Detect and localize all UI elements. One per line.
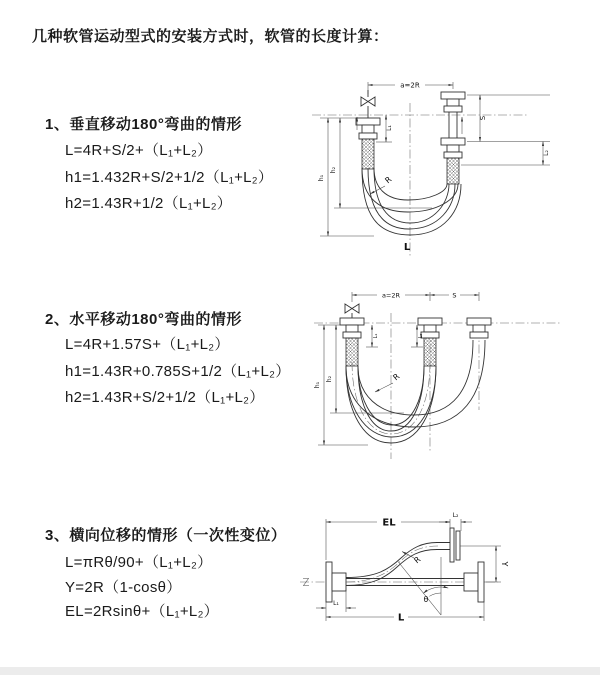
valve-symbol: [345, 304, 359, 318]
formula-line: Y=2R（1-cosθ）: [65, 579, 182, 596]
dim-label-l1: L₁: [373, 333, 379, 339]
dim-label-el: EL: [382, 517, 396, 529]
left-pipe-fitting: [340, 318, 364, 366]
right-pipe-fitting: [467, 318, 491, 338]
valve-symbol: [361, 90, 375, 118]
radius-label: R: [383, 174, 394, 186]
upper-flange: [436, 528, 460, 562]
diagram-lateral-displacement: [298, 505, 593, 650]
braided-hose-section: [447, 158, 459, 184]
length-label: L: [403, 242, 411, 253]
middle-pipe-fitting: [418, 318, 442, 366]
dim-label-h1: h₁: [318, 174, 325, 182]
hose-s-curve: [346, 543, 438, 586]
dim-label-a2r: a=2R: [400, 81, 420, 90]
diagram-vertical-180: [310, 70, 580, 265]
dim-label-a2r: a=2R: [381, 291, 401, 300]
angle-label: θ: [423, 595, 429, 604]
left-pipe-fitting: [356, 118, 380, 169]
right-flange: [464, 562, 484, 602]
dim-label-h2: h₂: [326, 375, 333, 383]
formula-line: h2=1.43R+S/2+1/2（L₁+L₂）: [65, 389, 265, 406]
length-label: L: [397, 612, 405, 624]
formula-line: EL=2Rsinθ+（L₁+L₂）: [65, 603, 219, 620]
braided-hose-section: [424, 338, 436, 366]
scan-edge: [0, 667, 600, 675]
left-flange: [326, 562, 346, 602]
section-2-heading: 2、水平移动180°弯曲的情形: [45, 311, 242, 328]
dim-label-h2: h₂: [330, 166, 337, 174]
hose-u-bend: [362, 168, 461, 235]
dim-label-s: S: [479, 115, 487, 121]
dim-label-l2: L₂: [543, 150, 550, 156]
radius-label: R: [391, 371, 402, 383]
dim-label-h1: h₁: [314, 381, 321, 389]
diagram-horizontal-180-svg: [312, 285, 592, 465]
dim-label-l2: L₂: [418, 333, 424, 339]
section-3-heading: 3、横向位移的情形（一次性变位）: [45, 527, 287, 544]
dim-label-l1: L₁: [333, 600, 339, 607]
formula-line: L=4R+1.57S+（L₁+L₂）: [65, 336, 230, 353]
diagram-horizontal-180: [312, 285, 592, 465]
formula-line: L=πRθ/90+（L₁+L₂）: [65, 554, 213, 571]
right-pipe-fitting: [441, 92, 465, 184]
radius-label: R: [412, 554, 423, 566]
formula-line: h1=1.432R+S/2+1/2（L₁+L₂）: [65, 169, 274, 186]
dim-label-l1: L₁: [386, 125, 393, 131]
section-1-heading: 1、垂直移动180°弯曲的情形: [45, 116, 242, 133]
formula-line: L=4R+S/2+（L₁+L₂）: [65, 142, 213, 159]
braided-hose-section: [362, 139, 374, 169]
hose-u-bend-wide: [346, 340, 485, 427]
braided-hose-section: [346, 338, 358, 366]
dim-label-s: S: [452, 291, 457, 300]
page-title: 几种软管运动型式的安装方式时，软管的长度计算：: [32, 28, 389, 45]
angle-construction: [398, 554, 448, 615]
formula-line: h1=1.43R+0.785S+1/2（L₁+L₂）: [65, 363, 291, 380]
dim-label-l2: L₂: [452, 512, 459, 519]
diagram-lateral-displacement-svg: [298, 505, 593, 650]
diagram-vertical-180-svg: [310, 70, 580, 265]
dim-label-y: Y: [500, 561, 509, 567]
formula-line: h2=1.43R+1/2（L₁+L₂）: [65, 195, 233, 212]
